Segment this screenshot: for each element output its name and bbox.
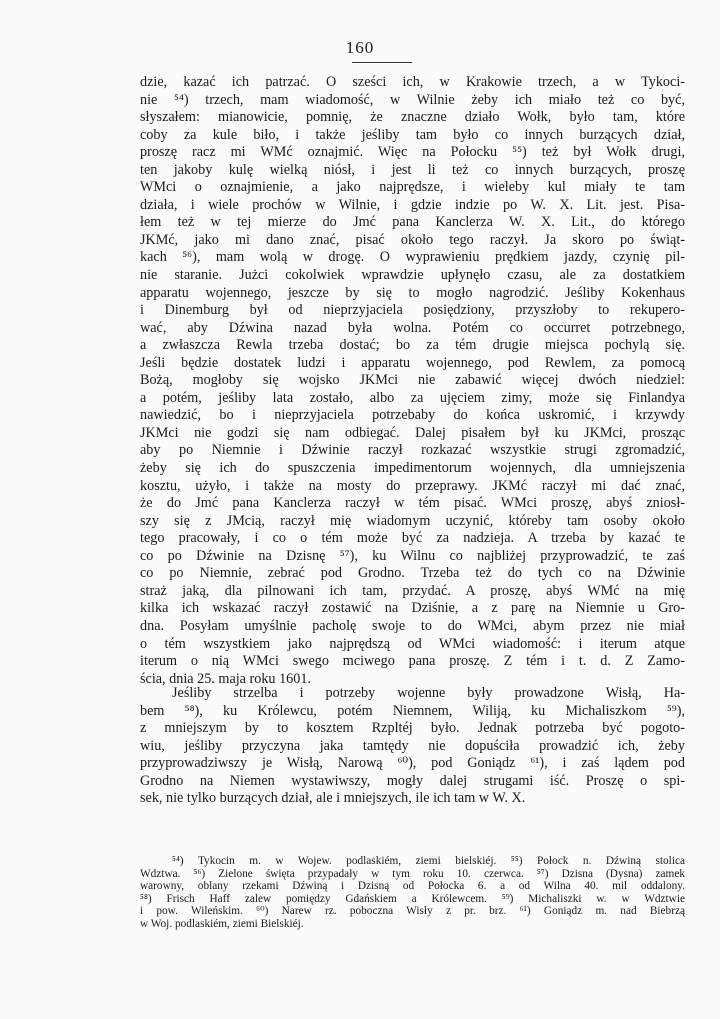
text-line: aby po Niemnie i Dźwinie raczył rozkazać wszystkie strugi zgromadzić, bbox=[140, 442, 685, 459]
text-line: słyszałem: mianowicie, pomnię, że znaczne działo Wołk, było tam, które bbox=[140, 109, 685, 126]
text-line: a zwłaszcza Rewla trzeba dostać; bo za tém drugie miejsca pochylą się. bbox=[140, 337, 685, 354]
text-line: proszę racz mi WMć oznajmić. Więc na Połocku ⁵⁵) też był Wołk drugi, bbox=[140, 144, 685, 161]
text-line: Grodno na Niemen wystawiwszy, mogły dalej strugami iść. Proszę o spi- bbox=[140, 772, 685, 789]
text-line: co po Dźwinie na Dzisnę ⁵⁷), ku Wilnu co najbliżej przyprowadzić, te zaś bbox=[140, 547, 685, 564]
text-line: ścia, dnia 25. maja roku 1601. bbox=[140, 670, 311, 687]
text-line: apparatu wojennego, jeszcze by się to mogło nagrodzić. Jeśliby Kokenhaus bbox=[140, 284, 685, 301]
text-line: przyprowadziwszy je Wisłą, Narową ⁶⁰), pod Goniądz ⁶¹), i zaś lądem pod bbox=[140, 755, 685, 772]
page-number: 160 bbox=[345, 38, 375, 57]
text-line: iterum o nią WMci swego mciwego pana proszę. Z tém i t. d. Z Zamo- bbox=[140, 653, 685, 670]
footnote-line: ⁵⁴) Tykocin m. w Wojew. podlaskiém, ziemi bielskiéj. ⁵⁵) Połock n. Dźwiną stolica bbox=[172, 855, 685, 867]
text-line: i Dinemburg był od nieprzyjaciela posiędziony, przyszłoby to rekupero- bbox=[140, 302, 685, 319]
text-line: nie staranie. Jużci cokolwiek wprawdzie upłynęło czasu, ale za dostatkiem bbox=[140, 267, 685, 284]
header-rule bbox=[352, 62, 412, 63]
text-line: działa, i wiele prochów w Wilnie, i gdzie indzie po W. X. Lit. jest. Pisa- bbox=[140, 196, 685, 213]
text-line: WMci o oznajmienie, a jako najprędsze, i wieleby kul miały te tam bbox=[140, 179, 685, 196]
footnotes bbox=[140, 855, 685, 931]
footnote-line: ⁵⁸) Frisch Haff zalew pomiędzy Gdańskiem a Królewcem. ⁵⁹) Michaliszki w. w Wdztwie bbox=[140, 892, 685, 905]
text-line: Bożą, mogłoby się wojsko JKMci nie zabawić więcej dwóch niedziel: bbox=[140, 372, 685, 389]
text-line: kosztu, użyło, i także na mosty do przeprawy. JKMć raczył mi dać znać, bbox=[140, 477, 685, 494]
text-line: nawiedzić, bo i nieprzyjaciela potrzebaby do końca uskromić, i krzywdy bbox=[140, 407, 685, 424]
text-line: że do Jmć pana Kanclerza raczył w tém pisać. WMci proszę, abyś zniosł- bbox=[140, 495, 685, 512]
text-line: a potém, jeśliby lata zostało, albo za ujęciem zimy, może się Finlandya bbox=[140, 389, 685, 406]
text-line: szy się z JMcią, raczył mię wiadomym uczynić, któreby tam osoby około bbox=[140, 512, 685, 529]
text-line: bem ⁵⁸), ku Królewcu, potém Niemnem, Wiliją, ku Michaliszkom ⁵⁹), bbox=[140, 702, 685, 719]
footnote-line: w Woj. podlaskiém, ziemi Bielskiéj. bbox=[140, 917, 304, 930]
text-line: JKMci nie godzi się nam odbiegać. Dalej pisałem był ku JKMci, prosząc bbox=[140, 424, 685, 441]
text-line: łem też w tej mierze do Jmć pana Kanclerza W. X. Lit., do którego bbox=[140, 214, 685, 231]
text-line: dna. Posyłam umyślnie pacholę swoje to do WMci, abym przez nie miał bbox=[140, 617, 685, 634]
footnote-line: Wdztwa. ⁵⁶) Zielone święta przypadały w tym roku 10. czerwca. ⁵⁷) Dzisna (Dysna) zamek bbox=[140, 867, 685, 880]
footnote-line: i pow. Wileńskim. ⁶⁰) Narew rz. poboczna Wisły z pr. brz. ⁶¹) Goniądz m. nad Biebrzą bbox=[140, 905, 685, 918]
footnote-line: warowny, oblany rzekami Dźwiną i Dzisną od Połocka 6. a od Wilna 40. mil oddalony. bbox=[140, 880, 685, 893]
text-line: żeby się ich do spuszczenia impedimentorum wojennych, dla umniejszenia bbox=[140, 460, 685, 477]
text-line: coby za kule biło, i także jeśliby tam było co innych burzących dział, bbox=[140, 126, 685, 143]
text-line: dzie, kazać ich patrzać. O sześci ich, w Krakowie trzech, a w Tykoci- bbox=[140, 74, 685, 90]
text-line: Jeśliby strzelba i potrzeby wojenne były prowadzone Wisłą, Ha- bbox=[172, 685, 685, 701]
text-line: co po Niemnie, zebrać pod Grodno. Trzeba też do tych co na Dźwinie bbox=[140, 565, 685, 582]
text-line: straż jaką, dla pilnowani ich tam, przydać. A proszę, abyś WMć na mię bbox=[140, 582, 685, 599]
text-line: kach ⁵⁶), mam wolą w drogę. O wyprawieniu prędkiem jazdy, czynię pil- bbox=[140, 249, 685, 266]
text-line: z mniejszym by to kosztem Rzpltéj było. Jednak potrzeba być pogoto- bbox=[140, 720, 685, 737]
text-line: Jeśli będzie dostatek ludzi i apparatu wojennego, pod Rewlem, za pomocą bbox=[140, 354, 685, 371]
text-line: nie ⁵⁴) trzech, mam wiadomość, w Wilnie żeby ich miało też co być, bbox=[140, 91, 685, 108]
text-line: o tém wszystkiem jako najprędszą od WMci wiadomość: i iterum atque bbox=[140, 635, 685, 652]
letter-2-text bbox=[140, 685, 685, 808]
text-line: sek, nie tylko burzących dział, ale i mniejszych, ile ich tam w W. X. bbox=[140, 790, 526, 807]
text-line: ten jakoby kulę wielką niósł, i jest li też co innych burzących, proszę bbox=[140, 161, 685, 178]
letter-1-text bbox=[140, 74, 685, 688]
text-line: kilka ich wskazać raczył zostawić na Dziśnie, a z parę na Niemnie u Gro- bbox=[140, 600, 685, 617]
text-line: JKMć, jako mi dano znać, pisać około tego raczył. Ja skoro po świąt- bbox=[140, 231, 685, 248]
text-line: wiu, jeśliby przyczyna jaka tamtędy nie dopuściła prowadzić ich, żeby bbox=[140, 737, 685, 754]
text-line: tego pracowały, i co o tém może być za nadzieja. A trzeba by kazać te bbox=[140, 530, 685, 547]
text-line: wać, aby Dźwina nazad była wolna. Potém co occurret potrzebnego, bbox=[140, 319, 685, 336]
